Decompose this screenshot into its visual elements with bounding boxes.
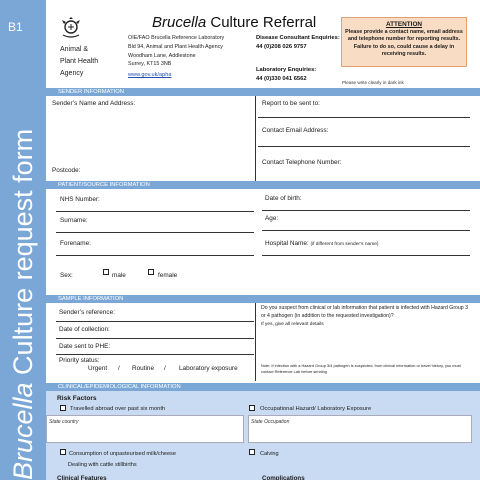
org-line-2: Plant Health: [60, 58, 99, 65]
lab-line-4: Surrey, KT15 3NB: [128, 61, 172, 68]
consultant-enquiries: [256, 34, 340, 51]
unpasteurised-label: Consumption of unpasteurised milk/cheese: [69, 451, 176, 457]
dob-label: Date of birth:: [265, 195, 302, 202]
date-sent-label: Date sent to PHE:: [59, 343, 111, 350]
unpasteurised-checkbox[interactable]: [60, 449, 66, 455]
contact-email-label: Contact Email Address:: [262, 127, 329, 134]
senders-reference-label: Sender’s reference:: [59, 309, 115, 316]
lab-line-1: OIE/FAO Brucella Reference Laboratory: [128, 35, 225, 41]
routine-option[interactable]: Routine: [132, 365, 155, 372]
nhs-line[interactable]: [56, 211, 254, 212]
travelled-checkbox[interactable]: [60, 405, 66, 411]
age-line[interactable]: [262, 230, 470, 231]
form-code: B1: [8, 20, 23, 34]
lab-line-3: Woodham Lane, Addlestone: [128, 52, 196, 59]
calving-label: Calving: [260, 451, 279, 457]
state-occupation-label: State Occupation: [251, 419, 290, 425]
lab-enquiries: [256, 66, 316, 83]
occupational-checkbox[interactable]: [249, 405, 255, 411]
section-bar-patient: PATIENT/SOURCE INFORMATION: [46, 181, 480, 189]
attention-body: Please provide a contact name, email address and telephone number for reporting results. Failure to do so, could cause a delay in receiving results.: [345, 29, 463, 57]
form-title: [152, 14, 316, 31]
state-country-label: State country: [49, 419, 79, 425]
divider: [255, 303, 256, 381]
section-bar-clinical: CLINICAL/EPIDEMIOLOGICAL INFORMATION: [46, 383, 480, 391]
forename-line[interactable]: [56, 255, 254, 256]
complications-heading: Complications: [262, 475, 305, 480]
contact-email-line[interactable]: [258, 146, 470, 147]
hospital-label: [265, 240, 378, 247]
attention-box: [341, 17, 467, 67]
state-country-field[interactable]: [46, 415, 244, 443]
contact-phone-label: Contact Telephone Number:: [262, 159, 342, 166]
org-line-1: Animal &: [60, 46, 89, 53]
consultant-label: Disease Consultant Enquiries:: [256, 35, 340, 41]
if-yes-note: If yes, give all relevant details: [261, 322, 324, 327]
female-label: female: [158, 272, 178, 279]
calving-checkbox[interactable]: [249, 449, 255, 455]
title-italic: Brucella: [152, 14, 207, 31]
postcode-label: Postcode:: [52, 167, 81, 174]
hazard-note: Note: If infection with a Hazard Group 3/4 pathogen is suspected, from clinical information or travel history, you must contact Reference Lab before sending: [261, 363, 461, 374]
travelled-label: Travelled abroad over past six month: [70, 406, 166, 412]
occupational-label: Occupational Hazard/ Laboratory Exposure: [260, 406, 372, 412]
sender-name-address-label: Sender’s Name and Address:: [52, 100, 136, 107]
dark-ink-note: Please write clearly in dark ink: [342, 80, 404, 85]
lab-enq-phone: 44 (0)330 041 6562: [256, 75, 307, 82]
vertical-title-italic: Brucella: [8, 382, 38, 480]
org-name: [60, 44, 98, 80]
nhs-label: NHS Number:: [60, 196, 100, 203]
section-bar-sample: SAMPLE INFORMATION: [46, 295, 480, 303]
dob-line[interactable]: [262, 210, 470, 211]
lab-enq-label: Laboratory Enquiries:: [256, 67, 317, 73]
priority-separator: /: [118, 365, 120, 372]
lab-exposure-option[interactable]: Laboratory exposure: [179, 365, 238, 372]
risk-factors-heading: Risk Factors: [57, 395, 97, 402]
male-checkbox[interactable]: [103, 269, 109, 275]
title-rest: Culture Referral: [206, 14, 317, 31]
collection-date-label: Date of collection:: [59, 326, 110, 333]
lab-address: [128, 34, 224, 69]
divider: [255, 96, 256, 181]
hazard-question: Do you suspect from clinical or lab information that patient is infected with Hazard Group 3 or 4 pathogen (in addition to the requested investigation)?: [261, 305, 469, 319]
state-occupation-field[interactable]: [248, 415, 472, 443]
age-label: Age:: [265, 215, 279, 222]
surname-line[interactable]: [56, 232, 254, 233]
website-link[interactable]: www.gov.uk/apha: [128, 72, 172, 78]
org-line-3: Agency: [60, 70, 84, 77]
hospital-note: (if different from sender’s name): [310, 242, 379, 247]
hospital-name-label: Hospital Name:: [265, 240, 309, 247]
reference-line[interactable]: [56, 321, 254, 322]
priority-label: Priority status:: [59, 357, 100, 364]
sex-label: Sex:: [60, 272, 73, 279]
surname-label: Surname:: [60, 217, 88, 224]
report-to-label: Report to be sent to:: [262, 100, 320, 107]
hospital-line[interactable]: [262, 255, 470, 256]
female-checkbox[interactable]: [148, 269, 154, 275]
lab-line-2: Bld 94, Animal and Plant Health Agency: [128, 43, 223, 50]
forename-label: Forename:: [60, 240, 91, 247]
collection-line[interactable]: [56, 338, 254, 339]
clinical-features-heading: Clinical Features: [57, 475, 107, 480]
cattle-stillbirths-label: Dealing with cattle stillbirths: [68, 462, 137, 468]
consultant-phone: 44 (0)208 026 9757: [256, 43, 307, 50]
urgent-option[interactable]: Urgent: [88, 365, 108, 372]
attention-title: ATTENTION: [385, 21, 423, 28]
vertical-title-rest: Culture request form: [8, 128, 38, 383]
male-label: male: [112, 272, 126, 279]
date-sent-line[interactable]: [56, 354, 254, 355]
priority-separator-2: /: [164, 365, 166, 372]
crest-icon: [60, 16, 82, 40]
vertical-form-title: [4, 80, 42, 480]
report-to-line[interactable]: [258, 117, 470, 118]
section-bar-sender: SENDER INFORMATION: [46, 88, 480, 96]
